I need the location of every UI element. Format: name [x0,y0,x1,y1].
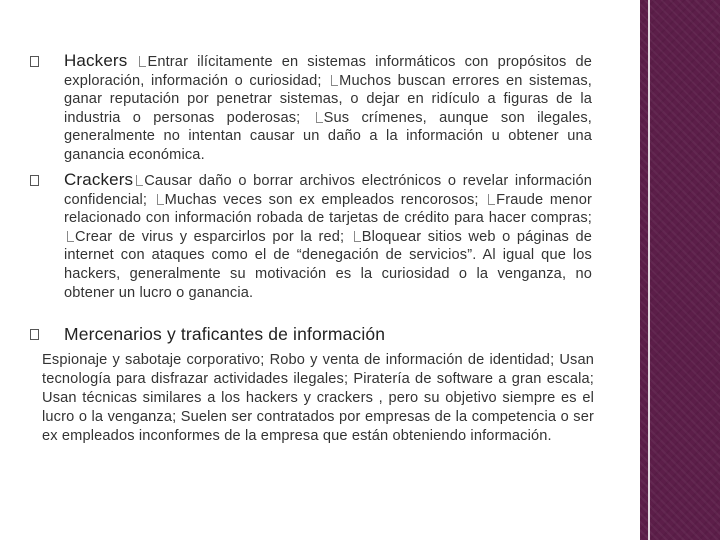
bullet-heading: Crackers [64,170,134,189]
separator-icon [136,175,143,186]
bullet-heading: Hackers [64,51,128,70]
decorative-side-band [640,0,720,540]
bullet-item: Bloquear sitios web o páginas de internet con ataques como el de “denegación de servicios”. Al igual que los hackers, generalmente su motivación es la curiosidad o la venganza, no obtener un lucro o ganancia. [64,228,592,301]
separator-icon [139,56,146,67]
separator-icon [157,194,164,205]
bullet-item: Muchos buscan errores en sistemas, ganar reputación por penetrar sistemas, o dejar en ridículo a figuras de la industria o personas poderosas; [64,72,592,126]
bullet-item: Fraude menor relacionado con información robada de tarjetas de crédito para hacer compras; [64,191,592,227]
bullet-heading: Mercenarios y traficantes de información [64,324,386,344]
bullet-item: Entrar ilícitamente en sistemas informáticos con propósitos de exploración, información o curiosidad; [64,54,592,89]
bullet-text [64,171,592,302]
separator-icon [488,194,495,205]
bullet-mercenarios [30,325,592,346]
decorative-side-line [648,0,650,540]
bullet-crackers [30,171,592,302]
bullet-item: Muchas veces son ex empleados rencorosos; [164,191,479,208]
bullet-text [64,52,592,165]
bullet-hackers [30,52,592,165]
bullet-item: Causar daño o borrar archivos electrónicos o revelar información confidencial; [64,173,592,208]
bullet-box-icon [30,175,39,186]
bullet-box-icon [30,56,39,67]
separator-icon [316,112,323,123]
bullet-item: Crear de virus y esparcirlos por la red; [75,228,345,245]
mercenarios-paragraph: Espionaje y sabotaje corporativo; Robo y venta de información de identidad; Usan tecnología para disfrazar actividades ilegales; Piratería de software a gran escala; Usan técnicas similares a los hackers y crackers , pero su objetivo siempre es el lucro o la venganza; Suelen ser contratados por empresas de la competencia o ser ex empleados inconformes de la empresa que están obteniendo información. [42,352,594,444]
separator-icon [354,231,361,242]
separator-icon [67,231,74,242]
separator-icon [331,75,338,86]
bullet-box-icon [30,329,39,340]
bullet-item: Sus crímenes, aunque son ilegales, generalmente no intentan causar un daño a la información u obtener una ganancia económica. [64,109,592,163]
bullet-text [64,325,592,346]
